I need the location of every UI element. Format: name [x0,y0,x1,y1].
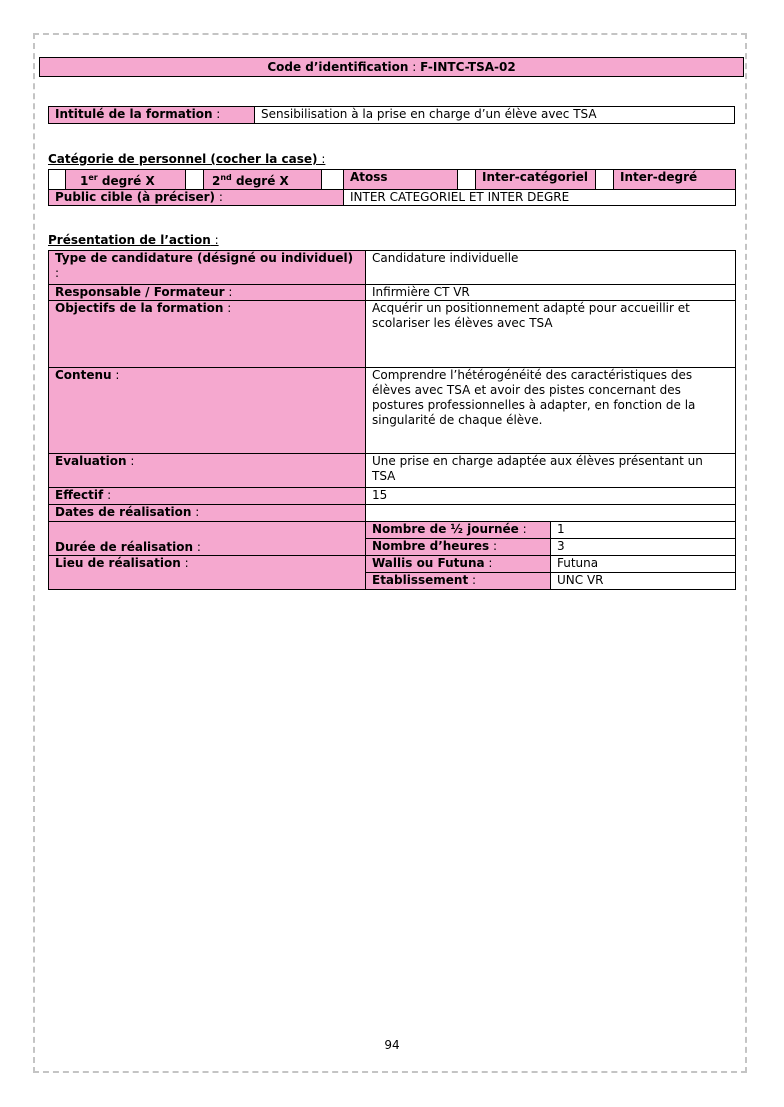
checkbox-second-degree[interactable] [186,170,204,190]
demi-journee-label-cell [366,522,551,539]
public-cible-label: Public cible (à préciser) [55,190,216,204]
responsable-colon: : [224,285,233,299]
dates-colon: : [191,505,200,519]
first-degree-rest: degré X [97,174,155,188]
contenu-colon: : [111,368,120,382]
lieu-colon: : [180,556,189,570]
intitule-table [48,106,735,124]
page-number: 94 [384,1038,400,1052]
etablissement-value: UNC VR [551,573,736,590]
dates-value [366,505,736,522]
etablissement-label-cell [366,573,551,590]
first-degree-base: 1 [80,174,89,188]
wallis-label-cell [366,556,551,573]
public-cible-value: INTER CATEGORIEL ET INTER DEGRE [344,190,736,206]
dates-label-cell [49,505,366,522]
heures-value: 3 [551,539,736,556]
evaluation-label-cell [49,454,366,488]
dates-label: Dates de réalisation [55,505,192,519]
duree-colon: : [193,540,201,554]
presentation-heading [48,233,219,247]
second-degree-cell [204,170,322,190]
responsable-label: Responsable / Formateur [55,285,225,299]
demi-journee-value: 1 [551,522,736,539]
evaluation-label: Evaluation [55,454,127,468]
wallis-label: Wallis ou Futuna [372,556,485,570]
responsable-value: Infirmière CT VR [366,285,736,301]
lieu-label: Lieu de réalisation [55,556,181,570]
lieu-label-cell [49,556,366,590]
evaluation-value: Une prise en charge adaptée aux élèves présentant un TSA [366,454,736,488]
checkbox-atoss[interactable] [322,170,344,190]
objectifs-label: Objectifs de la formation [55,301,224,315]
wallis-value: Futuna [551,556,736,573]
contenu-label-cell [49,368,366,454]
effectif-label: Effectif [55,488,104,502]
duree-label: Durée de réalisation [55,540,194,554]
heures-label: Nombre d’heures [372,539,490,553]
duree-label-cell [49,522,366,556]
checkbox-inter-categoriel[interactable] [458,170,476,190]
heures-colon: : [489,539,498,553]
first-degree-sup: er [88,173,98,182]
type-label-cell [49,251,366,285]
code-label: Code d’identification [267,60,409,74]
effectif-colon: : [103,488,112,502]
heures-label-cell [366,539,551,556]
presentation-table [48,250,736,590]
etablissement-label: Etablissement [372,573,469,587]
intitule-label-cell [49,107,255,124]
atoss-label: Atoss [344,170,458,190]
objectifs-label-cell [49,301,366,368]
type-value: Candidature individuelle [366,251,736,285]
code-value: F-INTC-TSA-02 [420,60,516,74]
categorie-heading [48,152,325,166]
contenu-label: Contenu [55,368,112,382]
demi-journee-colon: : [518,522,527,536]
intitule-colon: : [212,107,221,121]
second-degree-rest: degré X [231,174,289,188]
etablissement-colon: : [468,573,477,587]
checkbox-first-degree[interactable] [49,170,66,190]
code-colon: : [408,60,421,74]
effectif-value: 15 [366,488,736,505]
inter-degre-label: Inter-degré [614,170,736,190]
public-cible-colon: : [215,190,223,204]
type-colon: : [55,266,60,280]
code-identification-box [39,57,744,77]
objectifs-value: Acquérir un positionnement adapté pour accueillir et scolariser les élèves avec TSA [366,301,736,368]
categorie-heading-colon: : [317,152,326,166]
presentation-heading-text: Présentation de l’action [48,233,211,247]
intitule-label: Intitulé de la formation [55,107,213,121]
second-degree-base: 2 [212,174,221,188]
first-degree-cell [66,170,186,190]
responsable-label-cell [49,285,366,301]
checkbox-inter-degre[interactable] [596,170,614,190]
second-degree-sup: nd [220,173,232,182]
demi-journee-label: Nombre de ½ journée [372,522,519,536]
evaluation-colon: : [126,454,135,468]
effectif-label-cell [49,488,366,505]
contenu-value: Comprendre l’hétérogénéité des caractéristiques des élèves avec TSA et avoir des pistes concernant des postures professionnelles à adapter, en fonction de la singularité de chaque élève. [366,368,736,454]
type-label: Type de candidature (désigné ou individuel) [55,251,354,265]
categorie-table [48,169,736,206]
public-cible-label-cell [49,190,344,206]
inter-categoriel-label: Inter-catégoriel [476,170,596,190]
objectifs-colon: : [223,301,232,315]
intitule-value: Sensibilisation à la prise en charge d’un élève avec TSA [255,107,735,124]
wallis-colon: : [484,556,493,570]
categorie-heading-text: Catégorie de personnel (cocher la case) [48,152,318,166]
presentation-heading-colon: : [210,233,219,247]
